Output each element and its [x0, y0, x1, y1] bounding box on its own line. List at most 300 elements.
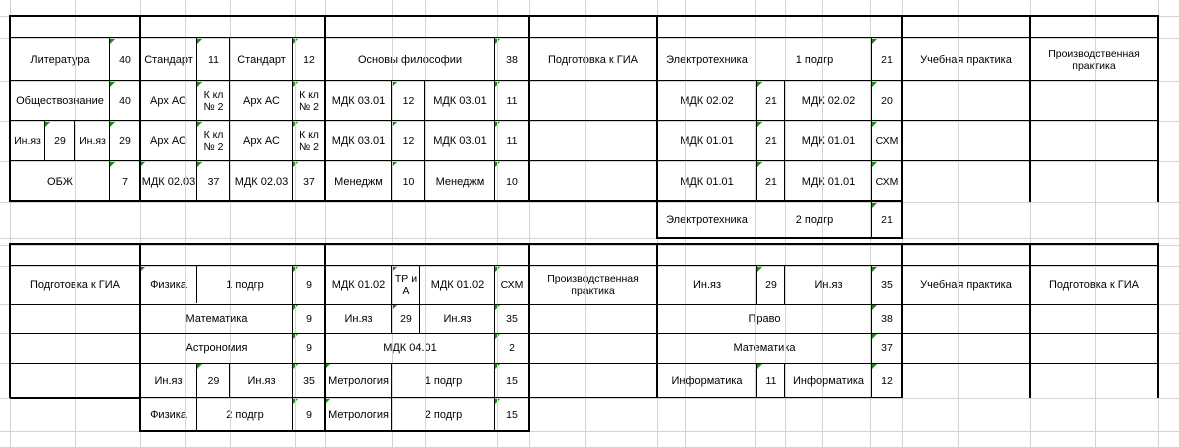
cell-border	[10, 37, 1158, 38]
subject-cell[interactable]	[1030, 38, 1158, 81]
subject-cell[interactable]	[657, 121, 757, 161]
room-label[interactable]	[293, 121, 325, 161]
cell-text: 11	[506, 95, 518, 107]
comment-marker-icon	[197, 81, 203, 87]
room-number[interactable]	[392, 304, 420, 333]
cell-text: 12	[881, 374, 893, 387]
subgroup-label[interactable]	[197, 398, 293, 431]
cell-text: 11	[765, 374, 777, 387]
room-number[interactable]	[197, 363, 230, 398]
cell-border	[229, 38, 230, 202]
room-number[interactable]	[197, 161, 230, 202]
cell-text: Подготовка к ГИА	[29, 279, 121, 291]
comment-marker-icon	[110, 81, 116, 87]
room-number[interactable]	[495, 304, 529, 333]
cell-border	[784, 266, 785, 304]
cell-border	[901, 15, 903, 239]
subject-cell[interactable]	[325, 38, 495, 81]
subject-cell[interactable]	[140, 121, 197, 161]
cell-border	[74, 121, 75, 161]
comment-marker-icon	[293, 38, 299, 44]
room-number[interactable]	[872, 333, 902, 363]
subject-cell[interactable]	[785, 81, 872, 121]
comment-marker-icon	[293, 161, 299, 167]
cell-text: 29	[119, 135, 131, 147]
cell-border	[756, 266, 757, 304]
cell-border	[656, 243, 658, 398]
comment-marker-icon	[45, 121, 51, 127]
subject-cell[interactable]	[10, 38, 110, 81]
comment-marker-icon	[495, 398, 501, 404]
cell-text: Ин.яз	[79, 135, 106, 147]
comment-marker-icon	[392, 81, 398, 87]
cell-text: Ин.яз	[692, 279, 722, 291]
room-number[interactable]	[495, 81, 529, 121]
subject-cell[interactable]	[75, 121, 110, 161]
comment-marker-icon	[110, 121, 116, 127]
subject-cell[interactable]	[140, 333, 293, 363]
cell-border	[10, 304, 1158, 305]
subject-cell[interactable]	[902, 266, 1030, 304]
subject-cell[interactable]	[325, 121, 392, 161]
subject-cell[interactable]	[140, 38, 197, 81]
cell-border	[10, 363, 1158, 364]
room-number[interactable]	[495, 161, 529, 202]
comment-marker-icon	[197, 161, 203, 167]
cell-border	[871, 38, 872, 202]
comment-marker-icon	[293, 266, 299, 272]
cell-text: МДК 02.03	[234, 175, 289, 188]
cell-text: Подготовка к ГИА	[547, 53, 639, 66]
group-header	[325, 16, 529, 38]
cell-border	[10, 120, 1158, 121]
subject-cell[interactable]	[425, 161, 495, 202]
cell-text: Электротехника	[666, 53, 748, 66]
cell-text: МДК 02.02	[680, 95, 734, 107]
room-number[interactable]	[110, 81, 140, 121]
subject-cell[interactable]	[325, 81, 392, 121]
cell-text: 37	[303, 175, 315, 188]
comment-marker-icon	[495, 161, 501, 167]
room-number[interactable]	[110, 38, 140, 81]
subject-cell[interactable]	[230, 161, 293, 202]
comment-marker-icon	[872, 121, 878, 127]
cell-text: 35	[506, 312, 518, 325]
room-number[interactable]	[872, 202, 902, 238]
cell-border	[10, 80, 1158, 81]
subject-cell[interactable]	[10, 161, 110, 202]
cell-text: Менеджм	[334, 175, 383, 188]
cell-text: 1 подгр	[795, 53, 834, 66]
subject-cell[interactable]	[785, 161, 872, 202]
group-header	[657, 16, 902, 38]
cell-text: Арх АС	[243, 95, 280, 107]
cell-border	[292, 266, 293, 431]
subject-cell[interactable]	[325, 161, 392, 202]
room-number[interactable]	[110, 121, 140, 161]
cell-border	[10, 160, 1158, 161]
subject-cell[interactable]	[140, 398, 197, 431]
cell-border	[229, 363, 230, 398]
subject-cell[interactable]	[10, 266, 140, 304]
comment-marker-icon	[392, 266, 398, 272]
cell-text: 9	[306, 279, 312, 291]
cell-border	[1157, 15, 1159, 202]
room-number[interactable]	[293, 398, 325, 431]
subject-cell[interactable]	[325, 304, 392, 333]
cell-text: МДК 02.03	[141, 175, 196, 188]
subject-cell[interactable]	[140, 266, 197, 304]
cell-text: МДК 01.02	[331, 279, 386, 291]
cell-text: 1 подгр	[424, 374, 463, 387]
group-header	[529, 16, 657, 38]
subject-cell[interactable]	[140, 161, 197, 202]
cell-text: Право	[748, 312, 781, 325]
cell-text: ТР и А	[394, 273, 418, 297]
cell-text: Стандарт	[144, 53, 193, 66]
subject-cell[interactable]	[657, 161, 757, 202]
room-label[interactable]	[197, 121, 230, 161]
cell-border	[1157, 243, 1159, 398]
cell-text: МДК 01.02	[430, 279, 485, 291]
cell-border	[657, 397, 903, 398]
subject-cell[interactable]	[325, 333, 495, 363]
subject-cell[interactable]	[657, 38, 757, 81]
subject-cell[interactable]	[657, 202, 757, 238]
group-header	[325, 245, 529, 266]
cell-text: Стандарт	[237, 53, 286, 66]
cell-text: Менеджм	[435, 175, 485, 188]
cell-border	[324, 15, 326, 202]
cell-text: Информатика	[671, 374, 743, 387]
cell-text: 2 подгр	[226, 408, 264, 421]
cell-border	[10, 265, 1158, 266]
room-number[interactable]	[872, 304, 902, 333]
subject-cell[interactable]	[785, 363, 872, 398]
cell-border	[10, 15, 1158, 17]
cell-text: СХМ	[500, 279, 524, 291]
comment-marker-icon	[293, 121, 299, 127]
cell-text: Физика	[150, 279, 187, 291]
subject-cell[interactable]	[230, 121, 293, 161]
cell-text: Арх АС	[243, 135, 280, 147]
cell-border	[10, 243, 1158, 245]
comment-marker-icon	[495, 38, 501, 44]
cell-text: К кл № 2	[298, 129, 320, 153]
cell-text: 29	[765, 279, 777, 291]
group-header	[140, 16, 325, 38]
cell-text: 35	[303, 374, 315, 387]
cell-text: 40	[119, 53, 131, 66]
subject-cell[interactable]	[785, 121, 872, 161]
cell-border	[44, 121, 45, 161]
cell-text: 21	[881, 53, 893, 66]
cell-text: МДК 03.01	[331, 95, 386, 107]
cell-text: 7	[122, 175, 128, 188]
group-header	[10, 16, 140, 38]
room-label[interactable]	[872, 121, 902, 161]
cell-border	[494, 38, 495, 202]
comment-marker-icon	[872, 161, 878, 167]
room-number[interactable]	[495, 38, 529, 81]
subject-cell[interactable]	[140, 81, 197, 121]
cell-text: 40	[119, 95, 131, 107]
cell-border	[391, 81, 392, 202]
cell-text: Ин.яз	[344, 312, 373, 325]
cell-border	[196, 363, 197, 431]
cell-text: Обществознание	[16, 95, 104, 107]
cell-border	[424, 81, 425, 202]
cell-border	[10, 200, 903, 202]
room-number[interactable]	[392, 81, 425, 121]
subgroup-label[interactable]	[392, 363, 495, 398]
cell-text: МДК 01.01	[801, 135, 856, 147]
cell-border	[10, 398, 140, 399]
group-header	[1030, 245, 1158, 266]
cell-border	[656, 15, 658, 239]
cell-border	[901, 243, 903, 398]
cell-text: МДК 03.01	[433, 95, 487, 107]
room-number[interactable]	[495, 398, 529, 431]
cell-border	[528, 15, 530, 202]
room-number[interactable]	[495, 121, 529, 161]
cell-text: 9	[306, 312, 312, 325]
cell-border	[391, 266, 392, 333]
group-header	[902, 16, 1030, 38]
cell-text: Производственная практика	[1048, 47, 1140, 72]
room-number[interactable]	[495, 363, 529, 398]
cell-border	[494, 266, 495, 431]
room-number[interactable]	[45, 121, 75, 161]
cell-border	[139, 243, 141, 432]
subject-cell[interactable]	[785, 266, 872, 304]
comment-marker-icon	[495, 266, 501, 272]
subject-cell[interactable]	[325, 363, 392, 398]
cell-text: 2 подгр	[424, 408, 463, 421]
comment-marker-icon	[872, 266, 878, 272]
cell-text: 20	[881, 95, 893, 107]
cell-text: 21	[765, 135, 777, 147]
cell-text: 12	[303, 53, 315, 66]
cell-text: МДК 02.02	[801, 95, 856, 107]
cell-border	[10, 333, 1158, 334]
room-label[interactable]	[392, 266, 420, 304]
room-number[interactable]	[293, 266, 325, 304]
cell-border	[871, 202, 872, 238]
cell-text: Литература	[30, 53, 90, 66]
cell-text: 35	[881, 279, 893, 291]
room-number[interactable]	[872, 38, 902, 81]
subject-cell[interactable]	[657, 363, 757, 398]
room-number[interactable]	[757, 81, 785, 121]
cell-text: 37	[881, 342, 893, 354]
subject-cell[interactable]	[325, 398, 392, 431]
comment-marker-icon	[197, 38, 203, 44]
room-label[interactable]	[197, 81, 230, 121]
cell-text: 12	[402, 135, 415, 147]
room-label[interactable]	[872, 161, 902, 202]
subject-cell[interactable]	[657, 304, 872, 333]
subject-cell[interactable]	[529, 38, 657, 81]
comment-marker-icon	[197, 121, 203, 127]
cell-text: 2	[509, 342, 515, 354]
cell-border	[1029, 243, 1031, 398]
cell-text: 29	[400, 312, 412, 325]
room-number[interactable]	[110, 161, 140, 202]
cell-text: 21	[765, 95, 777, 107]
subgroup-label[interactable]	[757, 38, 872, 81]
room-number[interactable]	[293, 304, 325, 333]
cell-text: К кл № 2	[203, 129, 224, 153]
cell-text: Арх АС	[150, 135, 187, 147]
subject-cell[interactable]	[230, 363, 293, 398]
subject-cell[interactable]	[425, 81, 495, 121]
subject-cell[interactable]	[529, 266, 657, 304]
subgroup-label[interactable]	[392, 398, 495, 431]
group-header	[902, 245, 1030, 266]
room-number[interactable]	[757, 266, 785, 304]
subject-cell[interactable]	[140, 304, 293, 333]
cell-border	[528, 243, 530, 432]
cell-border	[9, 243, 11, 398]
cell-border	[391, 363, 392, 431]
cell-text: 29	[54, 135, 66, 147]
cell-text: 12	[402, 95, 415, 107]
comment-marker-icon	[757, 161, 763, 167]
subject-cell[interactable]	[10, 121, 45, 161]
group-header	[10, 245, 140, 266]
cell-text: Ин.яз	[443, 312, 472, 325]
cell-text: 10	[402, 175, 415, 188]
cell-border	[324, 243, 326, 432]
group-header	[529, 245, 657, 266]
cell-text: Метрология	[328, 408, 389, 421]
room-number[interactable]	[872, 266, 902, 304]
subject-cell[interactable]	[230, 38, 293, 81]
room-label[interactable]	[495, 266, 529, 304]
cell-text: 21	[765, 175, 777, 188]
cell-text: МДК 04.01	[383, 342, 437, 354]
cell-text: 15	[506, 374, 518, 387]
cell-text: Информатика	[792, 374, 865, 387]
comment-marker-icon	[757, 121, 763, 127]
group-header	[657, 245, 902, 266]
cell-border	[1029, 15, 1031, 202]
cell-text: Электротехника	[666, 214, 748, 226]
cell-border	[784, 363, 785, 398]
subject-cell[interactable]	[657, 81, 757, 121]
cell-border	[657, 237, 903, 239]
cell-text: 21	[881, 214, 893, 226]
cell-border	[196, 38, 197, 202]
cell-text: 11	[506, 135, 518, 147]
subgroup-label[interactable]	[197, 266, 293, 304]
comment-marker-icon	[495, 121, 501, 127]
subgroup-label[interactable]	[757, 202, 872, 238]
comment-marker-icon	[293, 398, 299, 404]
room-number[interactable]	[293, 38, 325, 81]
group-header	[1030, 16, 1158, 38]
cell-text: МДК 01.01	[680, 135, 734, 147]
cell-text: 9	[306, 342, 312, 354]
subject-cell[interactable]	[230, 81, 293, 121]
cell-text: Метрология	[328, 374, 389, 387]
room-number[interactable]	[197, 38, 230, 81]
cell-text: 38	[506, 53, 518, 66]
room-number[interactable]	[757, 121, 785, 161]
cell-text: 15	[506, 408, 518, 421]
room-label[interactable]	[293, 81, 325, 121]
cell-border	[784, 81, 785, 202]
cell-border	[109, 38, 110, 202]
cell-border	[419, 266, 420, 333]
cell-text: Ин.яз	[814, 279, 843, 291]
subject-cell[interactable]	[420, 304, 495, 333]
cell-text: 2 подгр	[795, 214, 834, 226]
cell-text: Производственная практика	[547, 273, 639, 297]
comment-marker-icon	[293, 81, 299, 87]
cell-text: Учебная практика	[920, 279, 1012, 291]
cell-border	[196, 266, 197, 303]
subject-cell[interactable]	[657, 333, 872, 363]
cell-border	[139, 15, 141, 202]
cell-text: Ин.яз	[154, 374, 183, 387]
subject-cell[interactable]	[325, 266, 392, 304]
comment-marker-icon	[872, 202, 878, 208]
subject-cell[interactable]	[902, 38, 1030, 81]
room-number[interactable]	[293, 161, 325, 202]
comment-marker-icon	[495, 81, 501, 87]
cell-text: МДК 01.01	[680, 175, 734, 188]
cell-text: 38	[881, 312, 893, 325]
room-number[interactable]	[392, 121, 425, 161]
room-number[interactable]	[293, 363, 325, 398]
cell-text: Астрономия	[185, 342, 248, 354]
room-number[interactable]	[872, 81, 902, 121]
subject-cell[interactable]	[420, 266, 495, 304]
cell-border	[292, 38, 293, 202]
comment-marker-icon	[110, 38, 116, 44]
cell-text: МДК 01.01	[801, 175, 856, 188]
subject-cell[interactable]	[140, 363, 197, 398]
cell-text: Основы философии	[358, 53, 462, 66]
room-number[interactable]	[293, 333, 325, 363]
subject-cell[interactable]	[425, 121, 495, 161]
cell-border	[756, 81, 757, 202]
subject-cell[interactable]	[1030, 266, 1158, 304]
cell-text: СХМ	[875, 135, 899, 147]
room-number[interactable]	[757, 363, 785, 398]
comment-marker-icon	[110, 161, 116, 167]
comment-marker-icon	[872, 38, 878, 44]
comment-marker-icon	[392, 121, 398, 127]
room-number[interactable]	[872, 363, 902, 398]
cell-border	[756, 363, 757, 398]
comment-marker-icon	[757, 81, 763, 87]
room-number[interactable]	[757, 161, 785, 202]
cell-text: Ин.яз	[14, 135, 41, 147]
subject-cell[interactable]	[657, 266, 757, 304]
room-number[interactable]	[392, 161, 425, 202]
cell-text: Математика	[733, 342, 796, 354]
cell-text: 37	[207, 175, 220, 188]
subject-cell[interactable]	[10, 81, 110, 121]
cell-text: МДК 03.01	[433, 135, 487, 147]
cell-text: Математика	[185, 312, 248, 325]
room-number[interactable]	[495, 333, 529, 363]
cell-text: 9	[306, 408, 312, 421]
cell-border	[9, 15, 11, 202]
